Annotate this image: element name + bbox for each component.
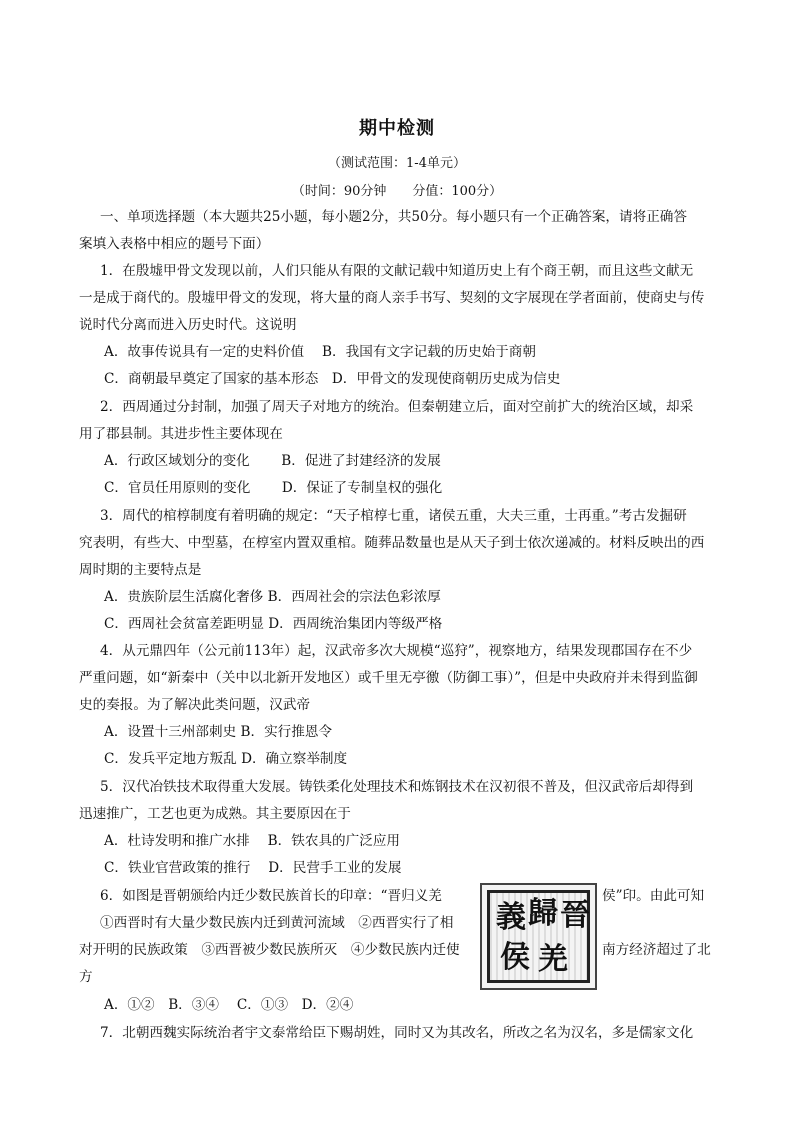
question-5-options: A．杜诗发明和推广水排 B．铁农具的广泛应用 bbox=[104, 833, 401, 849]
question-6-options: A．①② B．③④ C．①③ D．②④ bbox=[104, 997, 354, 1013]
question-5-options: C．铁业官营政策的推行 D．民营手工业的发展 bbox=[104, 860, 402, 876]
question-3-options: C．西周社会贫富差距明显 D．西周统治集团内等级严格 bbox=[104, 616, 443, 632]
question-2-text: 用了郡县制。其进步性主要体现在 bbox=[79, 426, 283, 442]
seal-border bbox=[487, 890, 590, 983]
question-1-options: A．故事传说具有一定的史料价值 B．我国有文字记载的历史始于商朝 bbox=[104, 344, 536, 360]
question-1-text: 说时代分离而进入历史时代。这说明 bbox=[79, 317, 297, 333]
test-scope: （测试范围：1-4单元） bbox=[328, 156, 466, 171]
seal-char: 羌 bbox=[538, 942, 568, 977]
question-6-statement: 方 bbox=[79, 969, 93, 985]
seal-image bbox=[480, 883, 597, 990]
seal-char: 義 bbox=[496, 900, 526, 935]
question-3-text: 究表明，有些大、中型墓，在椁室内置双重棺。随葬品数量也是从天子到士依次递减的。材料反映出的西 bbox=[79, 535, 705, 551]
question-1-text: 一是成于商代的。殷墟甲骨文的发现，将大量的商人亲手书写、契刻的文字展现在学者面前，使商史与传 bbox=[79, 290, 705, 306]
question-5-text: 迅速推广，工艺也更为成熟。其主要原因在于 bbox=[79, 806, 351, 822]
question-6-statement: ①西晋时有大量少数民族内迁到黄河流域 ②西晋实行了相 bbox=[100, 915, 454, 931]
time-and-score: （时间：90分钟 分值：100分） bbox=[291, 184, 503, 199]
section-heading-cont: 案填入表格中相应的题号下面） bbox=[79, 236, 270, 252]
question-6-text: 侯”印。由此可知 bbox=[602, 888, 705, 904]
question-4-options: A．设置十三州部刺史 B．实行推恩令 bbox=[104, 724, 333, 740]
question-1-options: C．商朝最早奠定了国家的基本形态 D．甲骨文的发现使商朝历史成为信史 bbox=[104, 371, 561, 387]
question-2-text: 2．西周通过分封制，加强了周天子对地方的统治。但秦朝建立后，面对空前扩大的统治区域，却采 bbox=[100, 399, 694, 415]
question-7-text: 7．北朝西魏实际统治者宇文泰常给臣下赐胡姓，同时又为其改名，所改之名为汉名，多是儒家文化 bbox=[100, 1025, 694, 1041]
question-4-options: C．发兵平定地方叛乱 D．确立察举制度 bbox=[104, 751, 348, 767]
question-6-statement: 对开明的民族政策 ③西晋被少数民族所灭 ④少数民族内迁使 bbox=[79, 942, 460, 958]
question-1-text: 1．在殷墟甲骨文发现以前，人们只能从有限的文献记载中知道历史上有个商王朝，而且这些文献无 bbox=[100, 263, 694, 279]
seal-char: 歸 bbox=[528, 896, 558, 931]
question-3-options: A．贵族阶层生活腐化奢侈 B．西周社会的宗法色彩浓厚 bbox=[104, 589, 441, 605]
question-2-options: A．行政区域划分的变化 B．促进了封建经济的发展 bbox=[104, 453, 441, 469]
question-2-options: C．官员任用原则的变化 D．保证了专制皇权的强化 bbox=[104, 480, 443, 496]
exam-title: 期中检测 bbox=[359, 118, 435, 139]
seal-char: 晉 bbox=[560, 898, 590, 933]
question-3-text: 周时期的主要特点是 bbox=[79, 562, 202, 578]
question-4-text: 4．从元鼎四年（公元前113年）起，汉武帝多次大规模“巡狩”，视察地方，结果发现郡国存在不少 bbox=[100, 643, 693, 659]
question-5-text: 5．汉代冶铁技术取得重大发展。铸铁柔化处理技术和炼钢技术在汉初很不普及，但汉武帝后却得到 bbox=[100, 779, 694, 795]
question-6-text: 6．如图是晋朝颁给内迁少数民族首长的印章：“晋归义羌 bbox=[100, 888, 442, 904]
question-4-text: 史的奏报。为了解决此类问题，汉武帝 bbox=[79, 697, 311, 713]
question-6-statement: 南方经济超过了北 bbox=[602, 942, 711, 958]
seal-char: 侯 bbox=[500, 940, 530, 975]
question-4-text: 严重问题，如“新秦中（关中以北新开发地区）或千里无亭徼（防御工事）”，但是中央政府并未得到监御 bbox=[79, 670, 698, 686]
question-3-text: 3．周代的棺椁制度有着明确的规定：“天子棺椁七重，诸侯五重，大夫三重，士再重。”考古发掘研 bbox=[100, 508, 687, 524]
section-heading: 一、单项选择题（本大题共25小题，每小题2分，共50分。每小题只有一个正确答案，请将正确答 bbox=[100, 209, 687, 225]
